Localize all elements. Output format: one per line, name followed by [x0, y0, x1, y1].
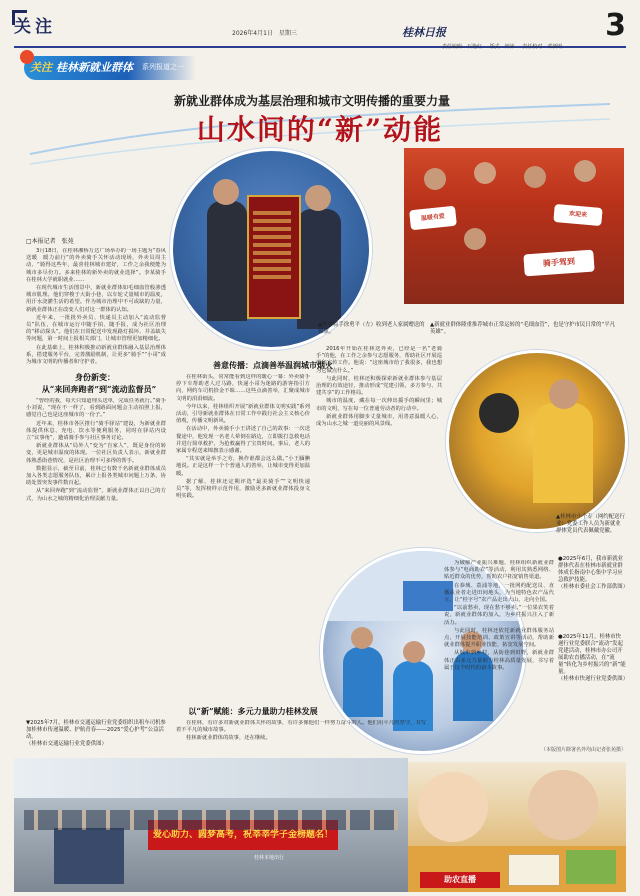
paragraph: “其实就是举手之劳，换作谁都会这么做。”小王腼腆地说。正是这样一个个普通人的善举，让城市变得更加温暖。 [176, 456, 310, 477]
paragraph: 与此同时，桂林还积极探索新就业群体参与基层治理的有效途径，推动形成“党建引领、多方参与、共建共享”的工作格局。 [316, 375, 442, 397]
page-header [14, 10, 626, 48]
text-column-4 [444, 560, 554, 700]
editor-credit: 责任编辑 石艳红 [442, 44, 483, 50]
caption-right-3 [558, 634, 629, 683]
paragraph: 今年以来，桂林组织开展“新就业群体文明实践”系列活动，引导新就业群体在日常工作中践行社会主义核心价值观，传播文明新风。 [176, 403, 310, 425]
section-heading-2: 善意传播：点滴善举温润城市烟火 [213, 360, 333, 370]
caption-right-mid: ▲桂林市小个专（网约配送行业）党委工作人员为新就业群体党员代表佩戴党徽。 [556, 514, 625, 534]
paragraph: 近年来，桂林市各区推行“骑手驿站”建设，为新就业群体提供休息、充电、饮水等便利服务，同时在驿站内设立“议事角”，邀请骑手参与社区事务讨论。 [26, 420, 166, 442]
issue-date: 2026年4月1日 星期三 [232, 30, 297, 37]
paragraph: “曾经的我，每天只知道埋头送单，完成任务就行。”骑手小刘说，“现在不一样了，看到路面问题会主动拍照上报，感觉自己也是这座城市的一份子。” [26, 398, 166, 419]
photo-badge-pinning [446, 350, 628, 532]
photo-agri-livestream [408, 762, 626, 892]
paragraph: 据了解，桂林还定期评选“最美骑手”“文明快递员”等，发挥榜样示范作用，激励更多新就业群体投身文明实践。 [176, 478, 310, 500]
article-byline: □本报记者 张苑 [26, 238, 74, 245]
series-tag: 关注 [30, 61, 52, 74]
paragraph: 2016年开始在桂林送外卖，已经是一名“老骑手”的他，在工作之余参与志愿服务，帮助社区开展巡逻和宣传工作。他说：“这座城市给了我很多，我也想为它做点什么。” [316, 346, 442, 374]
paragraph: 在桂林街头，常常能看到这样的暖心一幕：外卖骑手停下车帮助老人过马路，快递小哥为迷路的游客指引方向，网约车司机拾金不昧……这些点滴善举，汇聚成城市文明的涓涓细流。 [176, 374, 310, 402]
caption-right-2 [558, 556, 629, 591]
photo-riders-group [404, 148, 624, 304]
text-column-3 [316, 346, 442, 546]
series-banner [24, 56, 196, 80]
paragraph: 与此同时，桂林还依托新就业群体服务站点，开展技能培训、政策宣讲等活动，帮助新就业群体提升职业技能，拓宽发展空间。 [444, 627, 554, 649]
paragraph: 在桂林，有许多对新就业群体关怀的故事，有许多像他们一样努力奋斗的人。他们用平凡的坚守，书写着不平凡的城市故事。 [176, 720, 426, 734]
caption-text: ●2025年6月，我市新就业群体代表在桂林市新就业群体成长指南中心集中学习应急救护技能。 [558, 556, 623, 583]
paragraph: 近年来，一批批外卖员、快递员主动加入“流动监督员”队伍，在城市运行中随手拍、随手报，成为社区治理的“移动探头”。他们在日常配送中发现路灯损坏、井盖缺失等问题，第一时间上报相关部门，让城市管理更加精细化。 [26, 314, 166, 343]
caption-credit: （桂林市快递行业党委供图） [558, 676, 629, 682]
caption-top-right: ▲新就业群体隆重推荐城市正常运转的“毛细血管”，也是守护市民日常的“平凡英雄”。 [430, 322, 616, 335]
paragraph: 3月18日，在桂林湘桥万达广场举办的一场主题为“春风送暖 暖力前行”的外卖骑手关怀活动现场，外卖员周主动、“骑得这些年，最喜桂林城市建好，工作之余我便能为城市多尽份力。多来桂林的新外卖的就业选择”。李某骑手在桂林大学就职就业…… [26, 248, 166, 283]
caption-credit: （桂林市委社会工作部供图） [558, 584, 629, 590]
paragraph: 新就业群体从“局外人”变为“自家人”，既是身份的转变，更是城市温度的体现。一位社区负责人表示，新就业群体熟悉街巷情况，是社区治理不可多得的帮手。 [26, 443, 166, 464]
paragraph: 为破解产业振兴难题，桂林组织新就业群体参与“电商助农”等活动，利用其熟悉网络、贴近群众的优势，帮助农户拓宽销售渠道。 [444, 560, 554, 581]
photo-banner-presentation [170, 148, 372, 350]
paragraph: 在现代城市生活图景中，新就业群体如毛细血管般渗透城市肌理。他们穿梭于大街小巷，以车轮丈量城市的温度，用汗水浇灌生活的希望。作为城市治理中不可或缺的力量，新就业群体正在改变人们对这一群体的认知。 [26, 285, 166, 313]
rider-sign: 骑手驾到 [523, 250, 594, 277]
caption-bottom-left [26, 720, 166, 748]
caption-circle-left: ▲外卖骑手徐勇平（左）收到老人家属赠送的锦旗。 [318, 322, 425, 335]
rider-sign: 欢迎来 [553, 204, 602, 226]
paragraph: 新就业群体用脚步丈量城市，用善意温暖人心，成为山水之城一道亮丽的风景线。 [316, 413, 442, 428]
series-suffix: 系列报道之一 [142, 63, 184, 71]
caption-text: ▼2025年7月，桂林市交通运输行业党委组织出租车司机参加桂林市传递温暖、护航青春——2025“爱心护考”公益活动。 [26, 720, 166, 740]
paragraph: 城市的温度，藏在每一次伸出援手的瞬间里；城市的文明，写在每一位普通劳动者的行动中。 [316, 398, 442, 412]
paragraph: 从城市到乡村，从街巷到田野，新就业群体正以多元力量助力桂林高质量发展，书写着属于这个时代的奋斗故事。 [444, 650, 554, 671]
article-headline: 山水间的“新”动能 [196, 113, 444, 146]
photo-credit-note: （本版图片除署名外均由记者张苑摄） [540, 747, 626, 753]
paragraph: 数据显示，截至目前，桂林已有数千名新就业群体成员加入各类志愿服务队伍，累计上报各类城市问题上万条，协助处置突发事件数百起。 [26, 465, 166, 487]
paper-name: 桂林日报 [402, 26, 446, 39]
text-column-1 [26, 248, 166, 368]
section-title: 关注 [14, 12, 56, 37]
caption-text: ●2025年11月，桂林市快递行业党委联合“流动”发起党建活动，桂林市办公司开展助农直播活动，在“流量”转化为乡村振兴的“新”能量。 [558, 634, 626, 675]
text-column-bottom [176, 720, 426, 756]
section-heading-1: 身份新变： [75, 372, 115, 382]
text-column-1b [26, 398, 166, 716]
paragraph: “以前愁卖，现在愁不够卖。”一位果农笑着说，新就业群体的加入，为乡村振兴注入了新活力。 [444, 605, 554, 626]
series-title: 桂林新就业群体 [56, 61, 133, 74]
editor-credits [442, 43, 568, 50]
exam-banner-sub: 桂林本地出行 [254, 855, 285, 861]
paragraph: 桂林新就业群体的故事，还在继续。 [186, 735, 271, 742]
rider-sign: 温暖有爱 [409, 206, 457, 231]
paragraph: 从“来回奔跑”到“流动监督”，新就业群体正以自己的方式，为山水之城的精细化治理贡献力量。 [26, 488, 166, 502]
exam-banner: 爱心助力、圆梦高考，祝莘莘学子金榜题名！ [148, 820, 338, 850]
photo-exam-support [14, 758, 408, 892]
page-number: 3 [605, 8, 626, 43]
caption-credit: （桂林市交通运输行业党委供图） [26, 741, 107, 747]
section-subheading-1: 从“来回奔跑者”到“流动监督员” [41, 384, 157, 394]
paragraph: 在活动中，外卖骑手小王讲述了自己的故事：一次送餐途中，他发现一名老人晕倒在路边，立即拨打急救电话并进行简单救护，为抢救赢得了宝贵时间。事后，老人的家属专程送来锦旗表示感谢。 [176, 426, 310, 455]
product-banner: 助农直播 [420, 872, 500, 888]
paragraph: 在恭城、荔浦等地，一批网约配送员、直播从业者走进田间地头，为当地特色农产品代言，让“桂字号”农产品走出大山、走向全国。 [444, 582, 554, 604]
paragraph: 在此基础上，桂林积极推动新就业群体融入基层治理体系，搭建服务平台，完善激励机制，让更多“骑手”“小哥”成为城市文明的传播者和守护者。 [26, 344, 166, 366]
editor-credit: 版式 钟沛 [489, 44, 515, 50]
section-heading-3: 以“新”赋能：多元力量助力桂林发展 [188, 706, 318, 716]
article-subtitle: 新就业群体成为基层治理和城市文明传播的重要力量 [173, 94, 450, 108]
editor-credit: 责任校对 邓新明 [522, 44, 563, 50]
text-column-2 [176, 374, 310, 704]
